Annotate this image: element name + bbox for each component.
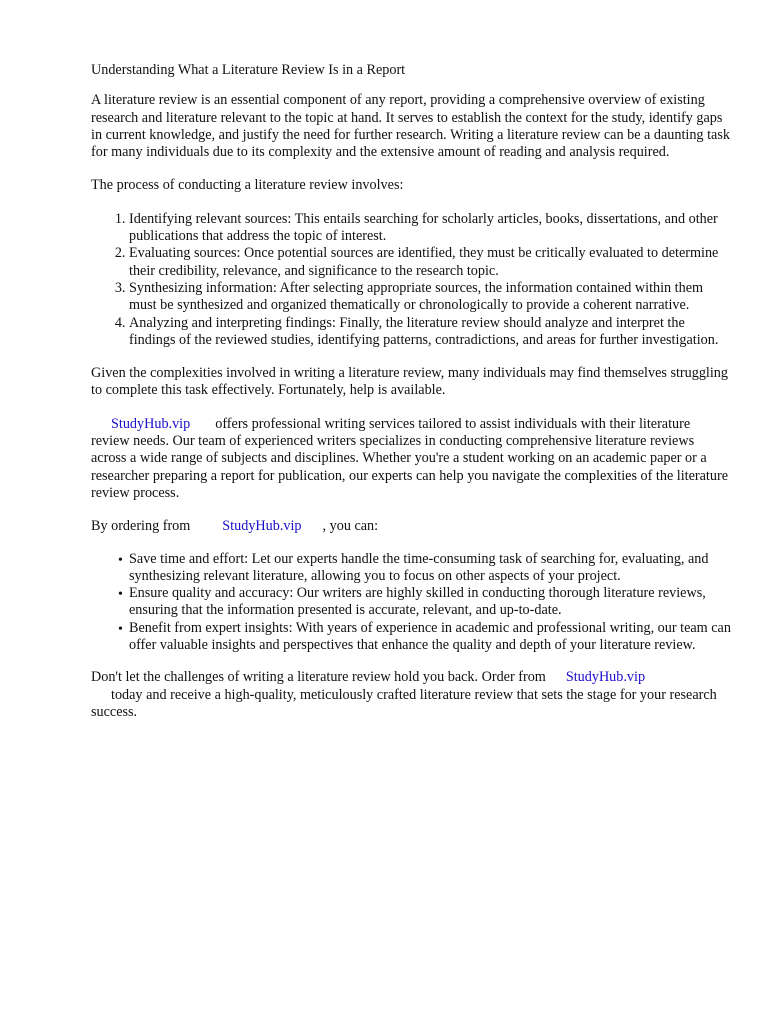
closing-suffix: today and receive a high-quality, meticulously crafted literature review that sets the stage for your research success. <box>91 686 717 720</box>
closing-prefix: Don't let the challenges of writing a literature review hold you back. Order from <box>91 669 546 686</box>
benefit-item <box>118 585 731 620</box>
studyhub-link[interactable]: StudyHub.vip <box>565 669 646 686</box>
services-paragraph <box>91 416 731 502</box>
process-steps-list <box>91 211 731 349</box>
bullet-icon: • <box>118 552 123 568</box>
ordering-prefix: By ordering from <box>91 518 191 535</box>
studyhub-link[interactable]: StudyHub.vip <box>111 415 191 432</box>
document-page <box>91 62 731 721</box>
given-paragraph: Given the complexities involved in writing a literature review, many individuals may find themselves struggling to complete this task effectively. Fortunately, help is available. <box>91 365 728 399</box>
ordering-paragraph <box>91 518 731 535</box>
intro-paragraph: A literature review is an essential component of any report, providing a comprehensive overview of existing research and literature relevant to the topic at hand. It serves to establish the context for the study, identify gaps in current knowledge, and justify the need for further research. Writing a literature review can be a daunting task for many individuals due to its complexity and the extensive amount of reading and analysis required. <box>91 92 730 161</box>
benefit-text: Benefit from expert insights: With years of experience in academic and professional writing, our team can offer valuable insights and perspectives that enhance the quality and depth of your literature review. <box>129 619 731 654</box>
process-step: 2. Evaluating sources: Once potential sources are identified, they must be critically evaluated to determine their credibility, relevance, and significance to the research topic. <box>129 245 731 280</box>
process-step: 3. Synthesizing information: After selecting appropriate sources, the information contained within them must be synthesized and organized thematically or chronologically to provide a coherent narrative. <box>129 280 731 315</box>
benefit-text: Save time and effort: Let our experts handle the time-consuming task of searching for, evaluating, and synthesizing relevant literature, allowing you to focus on other aspects of your project. <box>129 550 709 584</box>
ordering-suffix: , you can: <box>322 518 379 535</box>
benefit-item <box>118 550 731 586</box>
benefits-list <box>91 551 731 655</box>
closing-paragraph <box>91 669 731 721</box>
bullet-icon: • <box>118 587 123 603</box>
benefit-item <box>118 619 731 655</box>
process-step: 4. Analyzing and interpreting findings: Finally, the literature review should analyze and interpret the findings of the reviewed studies, identifying patterns, contradictions, and areas for further investigation. <box>129 315 731 350</box>
benefit-text: Ensure quality and accuracy: Our writers are highly skilled in conducting thorough literature reviews, ensuring that the information presented is accurate, relevant, and up-to-date. <box>129 585 706 619</box>
process-step: 1. Identifying relevant sources: This entails searching for scholarly articles, books, dissertations, and other publications that address the topic of interest. <box>129 211 731 246</box>
document-title: Understanding What a Literature Review Is in a Report <box>91 62 406 78</box>
process-lead-paragraph: The process of conducting a literature review involves: <box>91 177 404 194</box>
services-text: offers professional writing services tailored to assist individuals with their literature review needs. Our team of experienced writers specializes in conducting comprehensive literature reviews across a wide range of subjects and disciplines. Whether you're a student working on an academic paper or a researcher preparing a report for publication, our experts can help you navigate the complexities of the literature review process. <box>91 415 728 501</box>
studyhub-link[interactable]: StudyHub.vip <box>222 518 302 535</box>
bullet-icon: • <box>118 621 123 637</box>
